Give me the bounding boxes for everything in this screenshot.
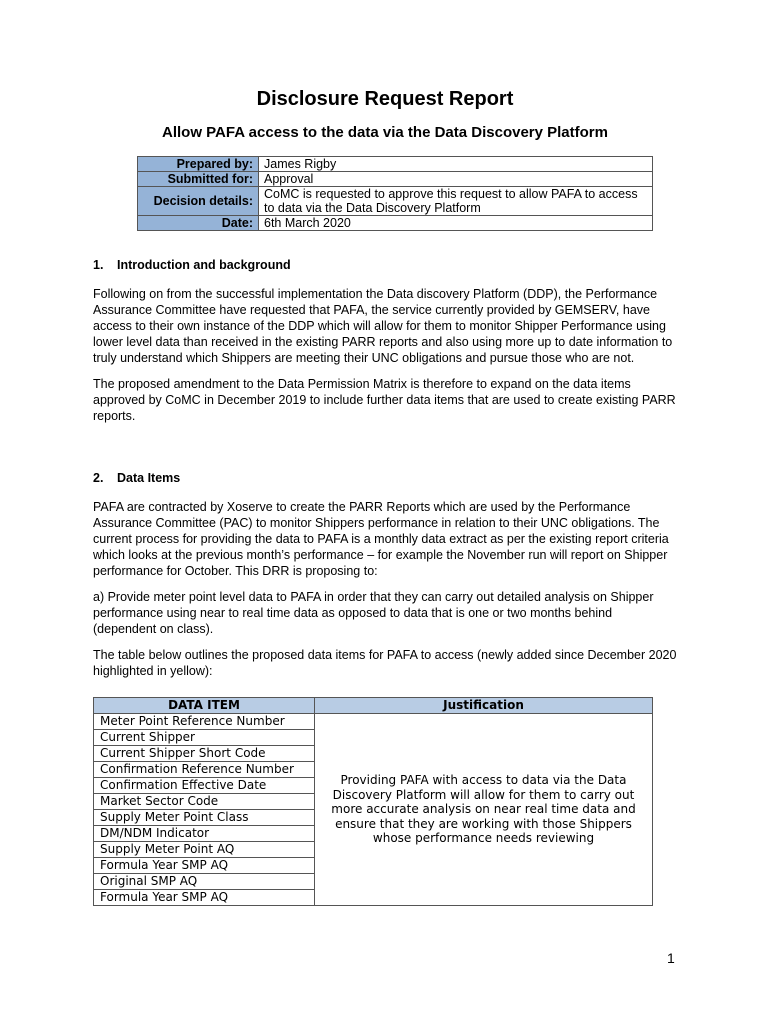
section-number: 1.	[93, 258, 104, 272]
page-title: Disclosure Request Report	[256, 88, 514, 110]
meta-value: 6th March 2020	[259, 216, 653, 231]
meta-value: James Rigby	[259, 157, 653, 172]
paragraph: The proposed amendment to the Data Permission Matrix is therefore to expand on the data items approved by CoMC in December 2019 to include further data items that are used to create existing PARR reports.	[93, 377, 676, 423]
section-title: Introduction and background	[117, 258, 291, 272]
data-item: Supply Meter Point AQ	[94, 842, 315, 858]
paragraph: a) Provide meter point level data to PAFA in order that they can carry out detailed analysis on Shipper performance using near to real time data as opposed to data that is one or two months behind (dependent on class).	[93, 590, 654, 636]
section-body	[93, 499, 678, 689]
data-item: Current Shipper Short Code	[94, 746, 315, 762]
column-header: DATA ITEM	[94, 698, 315, 714]
meta-label: Date:	[138, 216, 259, 231]
page-number: 1	[667, 950, 675, 966]
data-item: Market Sector Code	[94, 794, 315, 810]
data-item: DM/NDM Indicator	[94, 826, 315, 842]
data-item: Formula Year SMP AQ	[94, 890, 315, 906]
metadata-table	[137, 156, 653, 231]
page-subtitle: Allow PAFA access to the data via the Data Discovery Platform	[162, 124, 608, 141]
meta-value: CoMC is requested to approve this request to allow PAFA to access to data via the Data Discovery Platform	[259, 187, 653, 216]
section-heading	[93, 258, 291, 272]
justification-cell: Providing PAFA with access to data via the Data Discovery Platform will allow for them to carry out more accurate analysis on near real time data and ensure that they are working with those Shippers whose performance needs reviewing	[315, 714, 653, 906]
section-body	[93, 286, 678, 434]
section-title: Data Items	[117, 471, 181, 485]
data-item: Confirmation Effective Date	[94, 778, 315, 794]
data-item: Original SMP AQ	[94, 874, 315, 890]
column-header: Justification	[315, 698, 653, 714]
meta-row	[138, 172, 653, 187]
data-item: Meter Point Reference Number	[94, 714, 315, 730]
section-number: 2.	[93, 471, 104, 485]
paragraph: The table below outlines the proposed data items for PAFA to access (newly added since December 2020 highlighted in yellow):	[93, 648, 677, 678]
data-items-table	[93, 697, 653, 906]
meta-row	[138, 157, 653, 172]
meta-row	[138, 187, 653, 216]
data-item: Formula Year SMP AQ	[94, 858, 315, 874]
section-heading	[93, 471, 180, 485]
meta-label: Submitted for:	[138, 172, 259, 187]
meta-label: Decision details:	[138, 187, 259, 216]
meta-value: Approval	[259, 172, 653, 187]
paragraph: Following on from the successful implementation the Data discovery Platform (DDP), the Performance Assurance Committee have requested that PAFA, the service currently provided by GEMSERV, have access to their own instance of the DDP which will allow for them to monitor Shipper Performance using lower level data than received in the existing PARR reports and also using more up to date information to truly understand which Shippers are meeting their UNC obligations and pursue those who are not.	[93, 287, 673, 365]
data-item: Confirmation Reference Number	[94, 762, 315, 778]
data-item: Supply Meter Point Class	[94, 810, 315, 826]
meta-label: Prepared by:	[138, 157, 259, 172]
data-item: Current Shipper	[94, 730, 315, 746]
meta-row	[138, 216, 653, 231]
paragraph: PAFA are contracted by Xoserve to create the PARR Reports which are used by the Performance Assurance Committee (PAC) to monitor Shippers performance in relation to their UNC obligations. The current process for providing the data to PAFA is a monthly data extract as per the existing report criteria which looks at the previous month’s performance – for example the November run will report on Shipper performance for October. This DRR is proposing to:	[93, 500, 669, 578]
